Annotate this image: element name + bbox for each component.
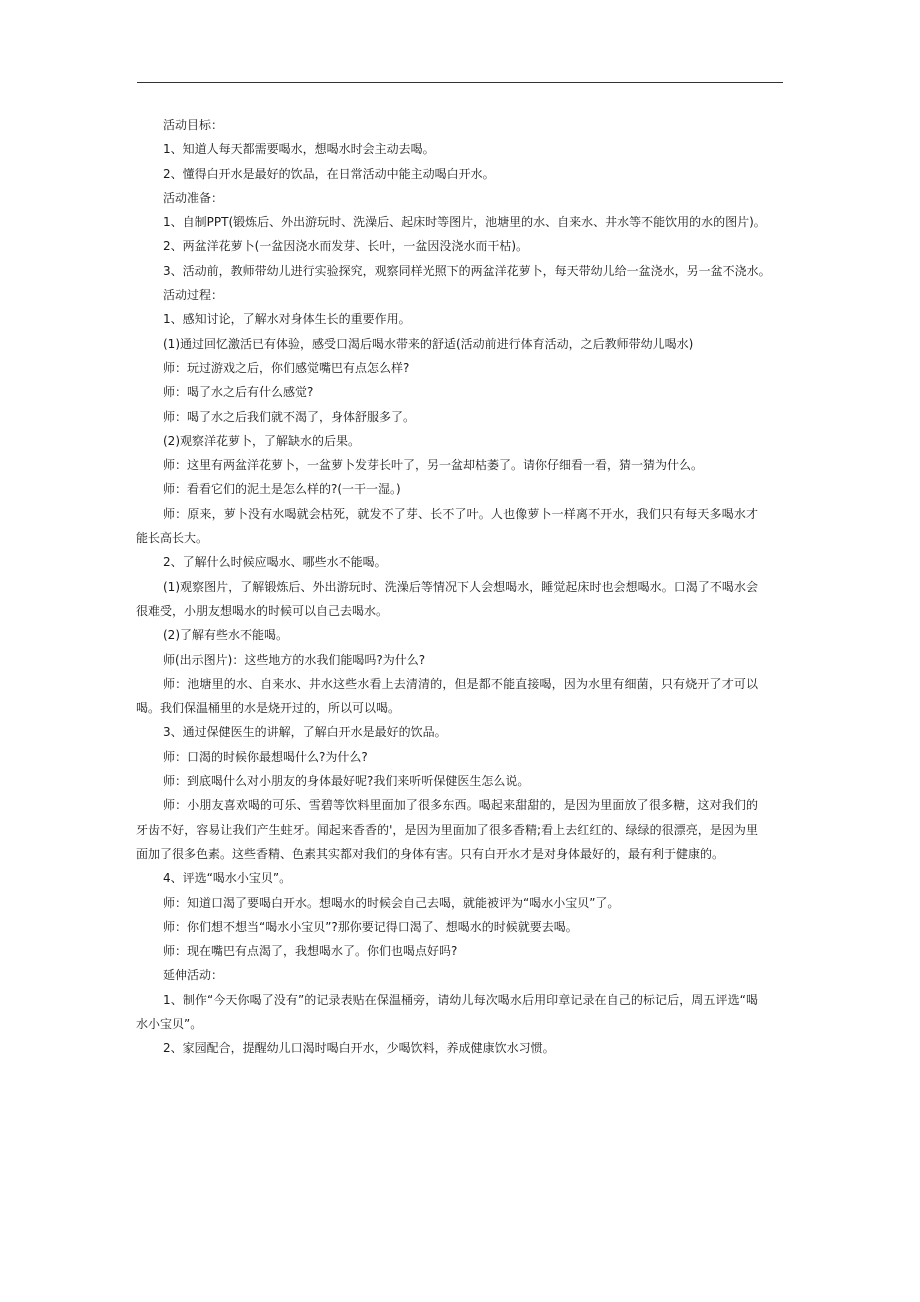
teacher-line: 师：现在嘴巴有点渴了，我想喝水了。你们也喝点好吗? bbox=[163, 944, 458, 959]
prep-item-3: 3、活动前，教师带幼儿进行实验探究，观察同样光照下的两盆洋花萝卜，每天带幼儿给一盆浇水，另一盆不浇水。 bbox=[163, 263, 771, 278]
section-heading-goals: 活动目标： bbox=[163, 118, 224, 132]
prep-item-1: 1、自制PPT(锻炼后、外出游玩时、洗澡后、起床时等图片，池塘里的水、自来水、井水等不能饮用的水的图片)。 bbox=[163, 215, 766, 230]
teacher-paragraph: 师：池塘里的水、自来水、井水这些水看上去清清的，但是都不能直接喝，因为水里有细菌，只有烧开了才可以喝。我们保温桶里的水是烧开过的，所以可以喝。 bbox=[136, 676, 758, 716]
teacher-line: 师：这里有两盆洋花萝卜，一盆萝卜发芽长叶了，另一盆却枯萎了。请你仔细看一看，猜一猜为什么。 bbox=[163, 458, 704, 473]
process-substep-1-2: (2)观察洋花萝卜，了解缺水的后果。 bbox=[163, 433, 360, 448]
process-substep-1-1: (1)通过回忆激活已有体验，感受口渴后喝水带来的舒适(活动前进行体育活动，之后教师带幼儿喝水) bbox=[163, 336, 694, 351]
teacher-line: 师：到底喝什么对小朋友的身体最好呢?我们来听听保健医生怎么说。 bbox=[163, 774, 530, 789]
teacher-line: 师：玩过游戏之后，你们感觉嘴巴有点怎么样? bbox=[163, 360, 410, 375]
header-rule bbox=[137, 82, 783, 83]
teacher-line: 师：知道口渴了要喝白开水。想喝水的时候会自己去喝，就能被评为“喝水小宝贝”了。 bbox=[163, 895, 620, 910]
section-heading-preparation: 活动准备： bbox=[163, 190, 224, 205]
extension-item-2: 2、家园配合，提醒幼儿口渴时喝白开水，少喝饮料，养成健康饮水习惯。 bbox=[163, 1041, 555, 1056]
extension-item-1: 1、制作“今天你喝了没有”的记录表贴在保温桶旁，请幼儿每次喝水后用印章记录在自己的标记后，周五评选“喝水小宝贝”。 bbox=[136, 992, 758, 1031]
section-heading-process: 活动过程： bbox=[163, 288, 224, 303]
prep-item-2: 2、两盆洋花萝卜(一盆因浇水而发芽、长叶，一盆因没浇水而干枯)。 bbox=[163, 239, 529, 254]
process-step-1: 1、感知讨论，了解水对身体生长的重要作用。 bbox=[163, 312, 411, 327]
teacher-line: 师(出示图片)：这些地方的水我们能喝吗?为什么? bbox=[163, 652, 426, 667]
goal-item-1: 1、知道人每天都需要喝水，想喝水时会主动去喝。 bbox=[163, 142, 435, 157]
section-heading-extension: 延伸活动： bbox=[163, 968, 224, 983]
process-step-4: 4、评选“喝水小宝贝”。 bbox=[163, 871, 292, 886]
teacher-paragraph: 师：原来，萝卜没有水喝就会枯死，就发不了芽、长不了叶。人也像萝卜一样离不开水，我们只有每天多喝水才能长高长大。 bbox=[136, 506, 758, 546]
process-step-3: 3、通过保健医生的讲解，了解白开水是最好的饮品。 bbox=[163, 725, 447, 740]
process-substep-2-2: (2)了解有些水不能喝。 bbox=[163, 628, 288, 643]
teacher-line: 师：喝了水之后我们就不渴了，身体舒服多了。 bbox=[163, 409, 416, 424]
teacher-line: 师：你们想不想当“喝水小宝贝”?那你要记得口渴了、想喝水的时候就要去喝。 bbox=[163, 919, 578, 934]
teacher-line: 师：喝了水之后有什么感觉? bbox=[163, 385, 314, 400]
process-step-2: 2、了解什么时候应喝水、哪些水不能喝。 bbox=[163, 555, 387, 570]
teacher-line: 师：看看它们的泥土是怎么样的?(一干一湿。) bbox=[163, 482, 401, 497]
process-substep-2-1: (1)观察图片，了解锻炼后、外出游玩时、洗澡后等情况下人会想喝水，睡觉起床时也会想喝水。口渴了不喝水会很难受，小朋友想喝水的时候可以自己去喝水。 bbox=[136, 579, 758, 618]
document-body bbox=[136, 113, 785, 1061]
teacher-paragraph: 师：小朋友喜欢喝的可乐、雪碧等饮料里面加了很多东西。喝起来甜甜的，是因为里面放了很多糖，这对我们的牙齿不好，容易让我们产生蛀牙。闻起来香香的'，是因为里面加了很多香精;看上去红红的、绿绿的很漂亮，是因为里面加了很多色素。这些香精、色素其实都对我们的身体有害。只有白开水才是对身体最好的，最有利于健康的。 bbox=[136, 798, 758, 861]
teacher-line: 师：口渴的时候你最想喝什么?为什么? bbox=[163, 749, 368, 764]
goal-item-2: 2、懂得白开水是最好的饮品，在日常活动中能主动喝白开水。 bbox=[163, 166, 495, 181]
